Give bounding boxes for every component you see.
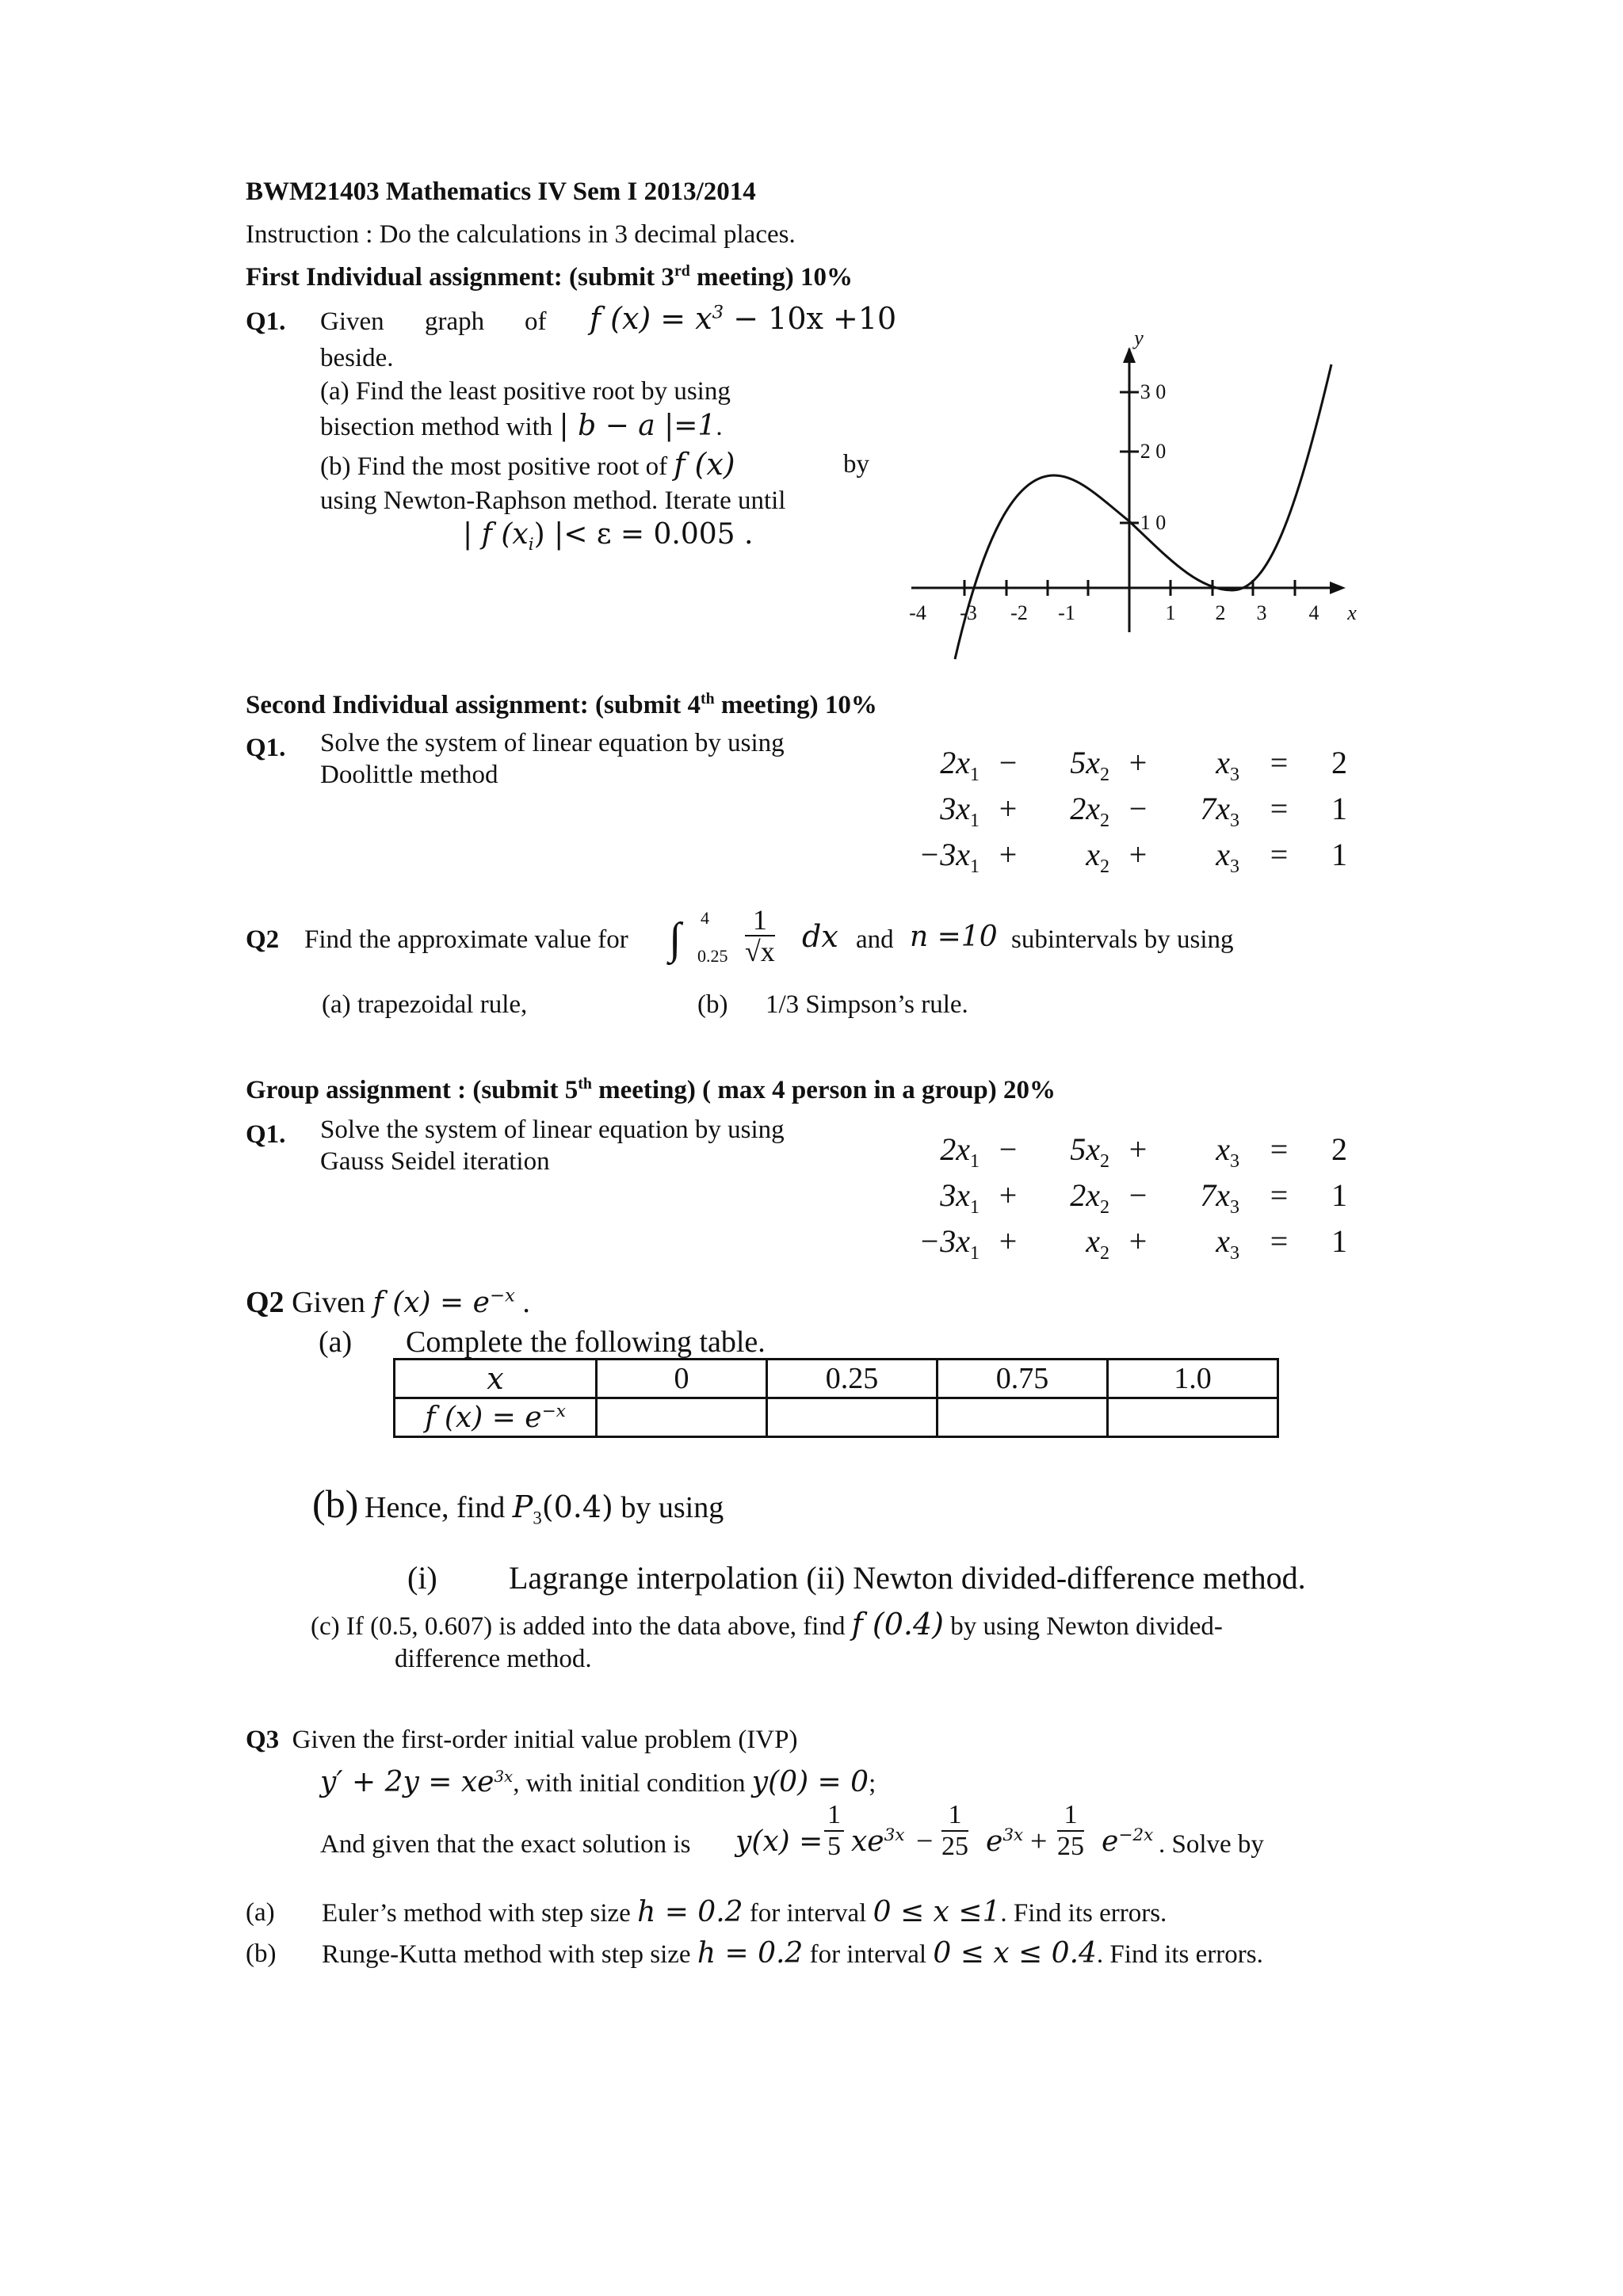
- x-tick-label: -2: [1010, 601, 1028, 624]
- part-b-line2: using Newton-Raphson method. Iterate until: [320, 486, 786, 515]
- linear-system-gauss-seidel: [903, 1127, 1347, 1264]
- integral-lower-limit: 0.25: [697, 946, 728, 966]
- linear-system-doolittle: [903, 740, 1347, 878]
- fraction-one-fifth: $\frac{1}{5}$: [824, 1800, 844, 1862]
- exact-y: y(x) =: [735, 1825, 823, 1858]
- y-tick-label: 1 0: [1140, 511, 1167, 534]
- of-word: of: [525, 307, 547, 336]
- trapezoidal-rule: (a) trapezoidal rule,: [322, 990, 528, 1019]
- equation-row: $3x_1$ + $2x_2$ − $7x_3$ = 1: [940, 791, 1347, 831]
- x-axis-label: x: [1347, 601, 1357, 624]
- g-q2b-label: (b): [312, 1482, 359, 1526]
- table-row: x 0 0.25 0.75 1.0: [395, 1360, 1278, 1398]
- instruction: Instruction : Do the calculations in 3 decimal places.: [246, 220, 796, 249]
- term-e3x: $e^{3x}$: [986, 1825, 1024, 1858]
- s2-q1-label: Q1.: [246, 734, 286, 762]
- q3b-label: (b): [246, 1939, 277, 1968]
- second-assignment-heading: Second Individual assignment: (submit 4th meeting) 10%: [246, 690, 877, 719]
- part-b-line1: (b) Find the most positive root of f (x): [320, 447, 735, 482]
- g-q1-label: Q1.: [246, 1120, 286, 1149]
- y-axis-arrow: [1123, 347, 1136, 363]
- plus-op: +: [1030, 1825, 1048, 1858]
- fraction-one-25: $\frac{1}{25}$: [941, 1800, 968, 1861]
- equation-row: $3x_1$ + $2x_2$ − $7x_3$ = 1: [940, 1177, 1347, 1218]
- q1-label: Q1.: [246, 307, 286, 336]
- cubic-function-graph: [896, 317, 1371, 681]
- equation-row: $2x_1$ − $5x_2$ + $x_3$ = 2: [940, 1131, 1347, 1172]
- x-tick-label: 2: [1215, 601, 1226, 624]
- solve-by-text: . Solve by: [1159, 1830, 1264, 1859]
- function-definition: f $(x) = x^3 - 10x +10$: [590, 301, 897, 336]
- simpson-rule: 1/3 Simpson’s rule.: [766, 990, 968, 1019]
- g-q1-line1: Solve the system of linear equation by using: [320, 1116, 785, 1144]
- part-a-line1: (a) Find the least positive root by using: [320, 377, 731, 406]
- s2-q1-line2: Doolittle method: [320, 761, 498, 789]
- x-tick-label: 4: [1308, 601, 1319, 624]
- g-q1-line2: Gauss Seidel iteration: [320, 1147, 550, 1176]
- exact-solution-text: And given that the exact solution is: [320, 1830, 691, 1859]
- q3a-label: (a): [246, 1898, 275, 1927]
- y-axis-label: y: [1134, 326, 1144, 349]
- g-q2a-text: Complete the following table.: [406, 1325, 766, 1359]
- stopping-criterion: | f $(x_i)$ |< ε = 0.005 .: [463, 518, 754, 555]
- ode-line: $y' + 2y = xe^{3x}$, with initial condition y(0) = 0;: [320, 1766, 876, 1798]
- table-row: f $(x) = e^{-x}$: [395, 1398, 1278, 1437]
- equation-row: $-3x_1$ + $x_2$ + $x_3$ = 1: [918, 1223, 1347, 1264]
- beside-text: beside.: [320, 344, 394, 372]
- s2-q1-line1: Solve the system of linear equation by using: [320, 729, 785, 757]
- given-word: Given: [320, 307, 384, 336]
- fraction-one-25-b: $\frac{1}{25}$: [1057, 1800, 1084, 1861]
- graph-word: graph: [425, 307, 485, 336]
- integral-dx: dx: [802, 919, 838, 954]
- integral-upper-limit: 4: [701, 908, 709, 928]
- x-tick-label: -4: [909, 601, 926, 624]
- part-b-by: by: [843, 450, 869, 479]
- n-value: n =10: [910, 921, 998, 953]
- values-table: [393, 1358, 1279, 1438]
- y-tick-label: 3 0: [1140, 380, 1167, 403]
- document-title: BWM21403 Mathematics IV Sem I 2013/2014: [246, 177, 756, 206]
- first-assignment-heading: First Individual assignment: (submit 3rd meeting) 10%: [246, 262, 854, 292]
- s2-q2-label: Q2: [246, 925, 280, 954]
- x-tick-label: -3: [960, 601, 977, 624]
- q3a-text: Euler’s method with step size h = 0.2 for interval 0 ≤ x ≤1. Find its errors.: [322, 1896, 1167, 1928]
- group-assignment-heading: Group assignment : (submit 5th meeting) ( max 4 person in a group) 20%: [246, 1075, 1056, 1104]
- g-q2c-line2: difference method.: [395, 1645, 592, 1673]
- g-q2b-i-label: (i): [407, 1560, 437, 1596]
- y-tick-label: 2 0: [1140, 440, 1167, 463]
- equation-row: $2x_1$ − $5x_2$ + $x_3$ = 2: [940, 745, 1347, 785]
- table-cell-empty[interactable]: [938, 1398, 1108, 1437]
- x-axis-arrow: [1330, 582, 1346, 594]
- table-cell-empty[interactable]: [597, 1398, 767, 1437]
- integral-sign: ∫: [669, 914, 682, 963]
- g-q2b-i-text: Lagrange interpolation (ii) Newton divided-difference method.: [509, 1560, 1306, 1596]
- g-q2b-text: Hence, find $P_3(0.4)$ by using: [365, 1489, 724, 1528]
- integrand-fraction: $\frac{1}{√x}$: [745, 904, 775, 967]
- part-a-line2: bisection method with | b − a |=1.: [320, 410, 723, 442]
- equation-row: $-3x_1$ + $x_2$ + $x_3$ = 1: [918, 837, 1347, 877]
- term-xe3x: $xe^{3x}$: [851, 1825, 905, 1858]
- g-q2c-line1: (c) If (0.5, 0.607) is added into the data above, find f (0.4) by using Newton divided-: [311, 1607, 1223, 1642]
- term-e-2x: $e^{-2x}$: [1102, 1825, 1154, 1858]
- s2-q2-text: Find the approximate value for: [304, 925, 628, 954]
- table-cell-empty[interactable]: [1108, 1398, 1278, 1437]
- table-cell-empty[interactable]: [767, 1398, 938, 1437]
- and-word: and: [856, 925, 894, 954]
- q3b-text: Runge-Kutta method with step size h = 0.2 for interval 0 ≤ x ≤ 0.4. Find its errors.: [322, 1937, 1263, 1970]
- minus-op: −: [916, 1825, 934, 1858]
- subintervals-text: subintervals by using: [1011, 925, 1234, 954]
- g-q2-line: Q2 Given f $(x) = e^{-x}$ .: [246, 1285, 530, 1319]
- x-tick-label: 1: [1165, 601, 1176, 624]
- g-q2a-label: (a): [319, 1325, 353, 1359]
- simpson-label: (b): [697, 990, 728, 1019]
- x-tick-label: -1: [1058, 601, 1075, 624]
- x-tick-label: 3: [1256, 601, 1267, 624]
- q3-line: Q3 Given the first-order initial value problem (IVP): [246, 1726, 798, 1754]
